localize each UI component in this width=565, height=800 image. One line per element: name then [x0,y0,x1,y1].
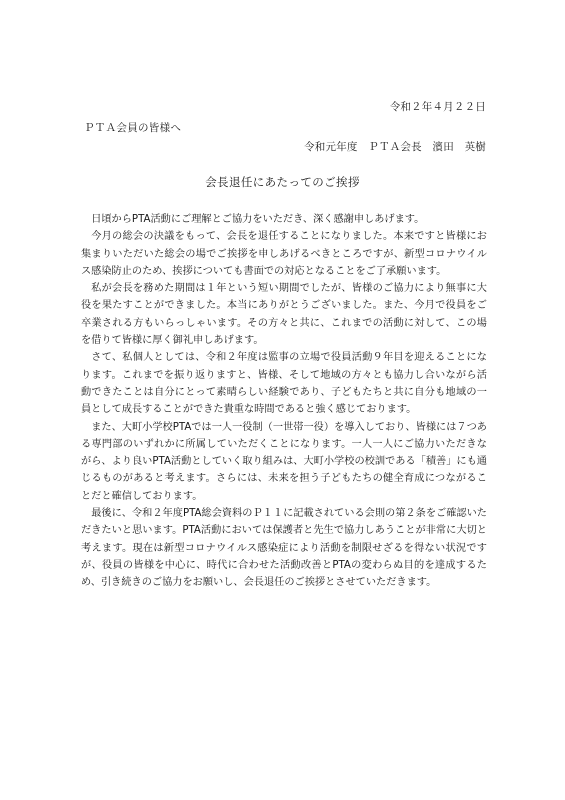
paragraph-reflection: さて、私個人としては、令和２年度は監事の立場で役員活動９年目を迎えることになります。これまでを振り返りますと、皆様、そして地域の方々とも協力し合いながら活動できたことは自分にとって素晴らしい経験であり、子どもたちと共に自分も地域の一員として成長することができた貴重な時間であると強く感じております。 [81,352,487,416]
letter-sender: 令和元年度 ＰＴＡ会長 濱田 英樹 [304,141,486,153]
letter-body [81,211,487,592]
paragraph-one-role-system: また、大町小学校PTAでは一人一役制（一世帯一役）を導入しており、皆様には７つある専門部のいずれかに所属していただくことになります。一人一人にご協力いただきながら、より良いPTA活動としていく取り組みは、大町小学校の校訓である「積善」にも通じるものがあると考えます。さらには、未来を担う子どもたちの健全育成につながることだと確信しております。 [81,421,487,502]
paragraph-thanks: 私が会長を務めた期間は１年という短い期間でしたが、皆様のご協力により無事に大役を果たすことができました。本当にありがとうございました。また、今月で役員をご卒業される方もいらっしゃいます。その方々と共に、これまでの活動に対して、この場を借りて皆様に厚く御礼申しあげます。 [81,283,487,347]
letter-addressee: ＰＴＡ会員の皆様へ [84,122,182,134]
letter-title: 会長退任にあたってのご挨拶 [205,175,360,189]
paragraph-greeting: 日頃からPTA活動にご理解とご協力をいただき、深く感謝申しあげます。 [91,214,425,225]
letter-date: 令和２年４月２２日 [389,101,486,113]
paragraph-resignation: 今月の総会の決議をもって、会長を退任することになりました。本来ですと皆様にお集まりいただいた総会の場でご挨拶を申しあげるべきところですが、新型コロナウイルス感染防止のため、挨拶についても書面での対応となることをご了承願います。 [81,231,487,277]
paragraph-closing: 最後に、令和２年度PTA総会資料のＰ１１に記載されている会則の第２条をご確認いただきたいと思います。PTA活動においては保護者と先生で協力しあうことが非常に大切と考えます。現在は新型コロナウイルス感染症により活動を制限せざるを得ない状況ですが、役員の皆様を中心に、時代に合わせた活動改善とPTAの変わらぬ目的を達成するため、引き続きのご協力をお願いし、会長退任のご挨拶とさせていただきます。 [81,508,487,589]
